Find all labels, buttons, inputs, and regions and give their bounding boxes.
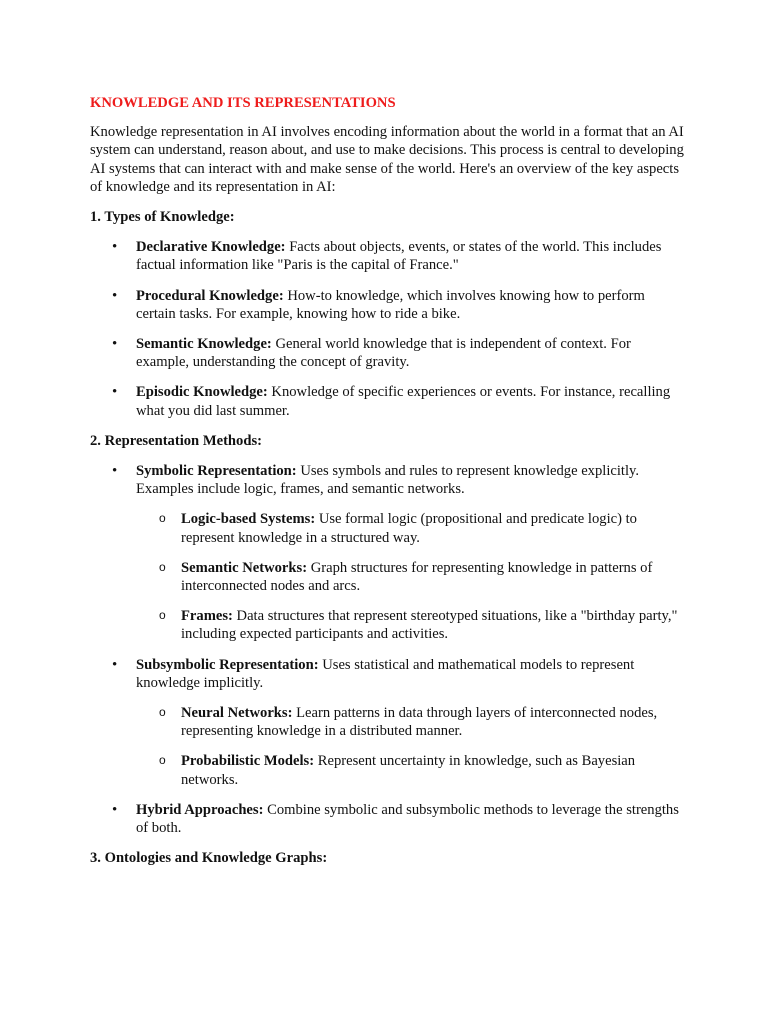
section-heading-types: 1. Types of Knowledge: bbox=[90, 209, 235, 226]
methods-list bbox=[90, 462, 686, 837]
item-term: Declarative Knowledge: bbox=[136, 239, 286, 256]
bullet-icon: • bbox=[112, 336, 118, 353]
bullet-icon: • bbox=[112, 287, 118, 304]
item-term: Procedural Knowledge: bbox=[136, 287, 284, 304]
bullet-icon: • bbox=[112, 463, 118, 480]
item-term: Semantic Knowledge: bbox=[136, 336, 272, 353]
item-term: Probabilistic Models: bbox=[181, 753, 315, 770]
sub-list-item bbox=[136, 752, 686, 788]
types-list bbox=[90, 238, 686, 420]
item-text: How-to knowledge, which involves knowing how to perform certain tasks. For example, knowing how to ride a bike. bbox=[136, 287, 645, 322]
circle-bullet-icon: o bbox=[159, 705, 166, 720]
bullet-icon: • bbox=[112, 801, 118, 818]
document-page bbox=[90, 94, 686, 880]
item-text: Use formal logic (propositional and predicate logic) to represent knowledge in a structured way. bbox=[181, 511, 637, 546]
list-item bbox=[90, 238, 686, 274]
bullet-icon: • bbox=[112, 656, 118, 673]
sub-list-item bbox=[136, 559, 686, 595]
sub-list-item bbox=[136, 704, 686, 740]
list-item bbox=[90, 801, 686, 837]
item-text: Facts about objects, events, or states of the world. This includes factual information like "Paris is the capital of France." bbox=[136, 239, 662, 274]
item-text: Data structures that represent stereotyped situations, like a "birthday party," including expected participants and activities. bbox=[181, 608, 678, 643]
section-heading-ontologies: 3. Ontologies and Knowledge Graphs: bbox=[90, 850, 328, 867]
item-text: Combine symbolic and subsymbolic methods to leverage the strengths of both. bbox=[136, 801, 679, 837]
item-text: Represent uncertainty in knowledge, such as Bayesian networks. bbox=[181, 753, 636, 788]
sub-list-item bbox=[136, 510, 686, 546]
list-item bbox=[90, 335, 686, 371]
item-term: Semantic Networks: bbox=[181, 559, 308, 576]
list-item bbox=[90, 383, 686, 419]
item-term: Neural Networks: bbox=[181, 705, 293, 722]
list-item bbox=[90, 462, 686, 644]
item-term: Logic-based Systems: bbox=[181, 511, 316, 528]
bullet-icon: • bbox=[112, 384, 118, 401]
circle-bullet-icon: o bbox=[159, 753, 166, 768]
circle-bullet-icon: o bbox=[159, 511, 166, 526]
item-text: Uses statistical and mathematical models to represent knowledge implicitly. bbox=[136, 656, 635, 691]
circle-bullet-icon: o bbox=[159, 559, 166, 574]
list-item bbox=[90, 287, 686, 323]
list-item bbox=[90, 656, 686, 789]
item-text: General world knowledge that is independent of context. For example, understanding the concept of gravity. bbox=[136, 336, 631, 371]
item-term: Hybrid Approaches: bbox=[136, 801, 264, 818]
item-text: Knowledge of specific experiences or events. For instance, recalling what you did last summer. bbox=[136, 384, 671, 419]
sub-list bbox=[136, 704, 686, 789]
item-text: Uses symbols and rules to represent knowledge explicitly. Examples include logic, frames, and semantic networks. bbox=[136, 463, 640, 498]
item-text: Learn patterns in data through layers of interconnected nodes, representing knowledge in a distributed manner. bbox=[181, 705, 658, 740]
sub-list-item bbox=[136, 607, 686, 643]
sub-list bbox=[136, 510, 686, 643]
intro-paragraph: Knowledge representation in AI involves encoding information about the world in a format that an AI system can understand, reason about, and use to make decisions. This process is central to developing AI systems that can interact with and make sense of the world. Here's an overview of the key aspects of knowledge and its representation in AI: bbox=[90, 124, 684, 195]
item-term: Frames: bbox=[181, 608, 233, 625]
item-text: Graph structures for representing knowledge in patterns of interconnected nodes and arcs. bbox=[181, 559, 653, 595]
document-title: KNOWLEDGE AND ITS REPRESENTATIONS bbox=[90, 95, 396, 111]
item-term: Subsymbolic Representation: bbox=[136, 656, 319, 673]
item-term: Episodic Knowledge: bbox=[136, 384, 268, 401]
bullet-icon: • bbox=[112, 239, 118, 256]
circle-bullet-icon: o bbox=[159, 608, 166, 623]
section-heading-methods: 2. Representation Methods: bbox=[90, 432, 263, 449]
item-term: Symbolic Representation: bbox=[136, 463, 297, 480]
